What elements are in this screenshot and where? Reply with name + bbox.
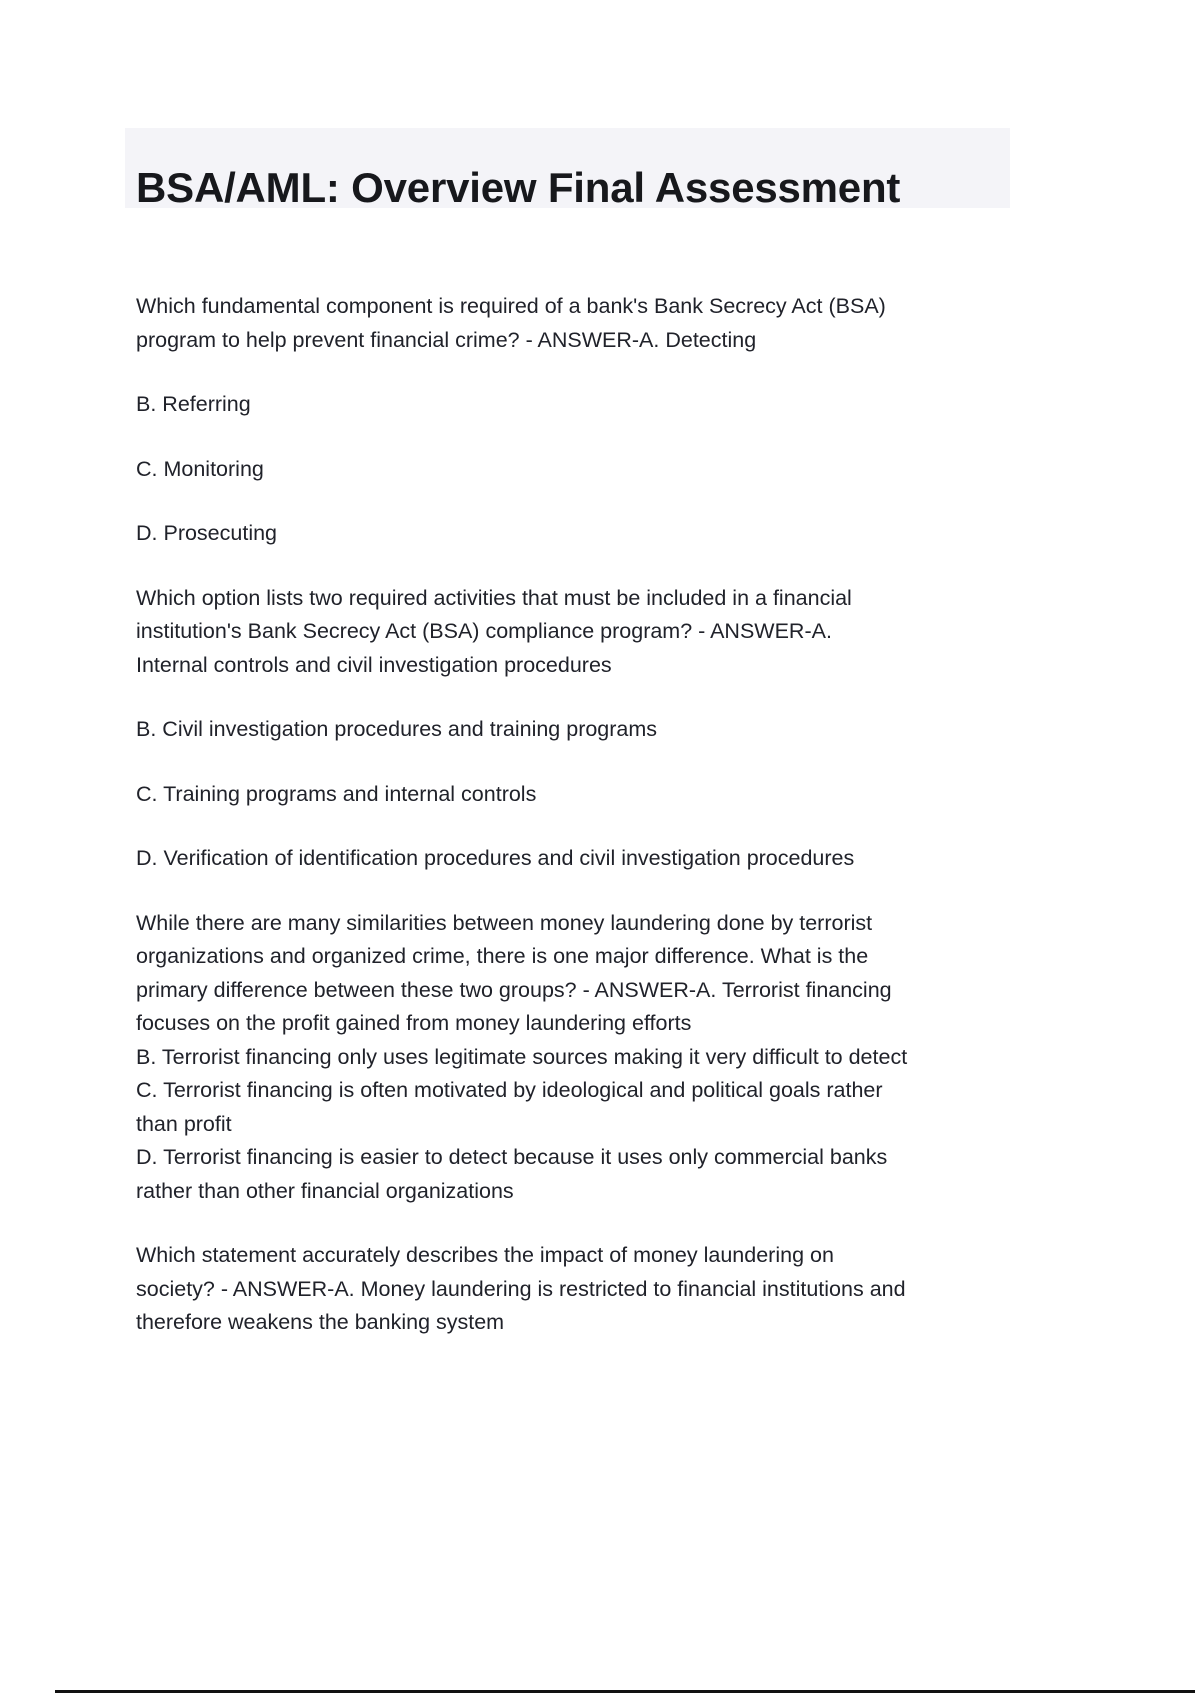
question-stem [136,1239,1136,1340]
text-line: institution's Bank Secrecy Act (BSA) compliance program? - ANSWER-A. [136,619,832,643]
text-line: focuses on the profit gained from money laundering efforts [136,1011,692,1035]
text-line: rather than other financial organizations [136,1178,514,1203]
text-line: C. Terrorist financing is often motivated by ideological and political goals rather [136,1078,883,1102]
text-line: primary difference between these two groups? - ANSWER-A. Terrorist financing [136,977,892,1002]
question-stem [136,907,1136,1209]
footer-divider [55,1690,1195,1693]
text-line: B. Terrorist financing only uses legitimate sources making it very difficult to detect [136,1044,908,1069]
answer-option [136,842,1136,876]
answer-option [136,388,1026,422]
text-line: therefore weakens the banking system [136,1310,505,1334]
text-line: D. Prosecuting [136,521,278,545]
page-title: BSA/AML: Overview Final Assessment [136,164,901,212]
text-line: program to help prevent financial crime? - ANSWER-A. Detecting [136,327,757,352]
text-line: Which fundamental component is required of a bank's Bank Secrecy Act (BSA) [136,294,886,318]
text-line: B. Civil investigation procedures and training programs [136,717,658,741]
text-line: C. Monitoring [136,456,264,481]
answer-option [136,517,1026,551]
text-line: society? - ANSWER-A. Money laundering is restricted to financial institutions and [136,1276,906,1301]
question-stem [136,290,1026,357]
text-line: While there are many similarities between money laundering done by terrorist [136,910,873,935]
text-line: B. Referring [136,392,251,416]
question-stem [136,582,1026,683]
text-line: C. Training programs and internal controls [136,781,537,806]
text-line: than profit [136,1111,232,1136]
text-line: Which statement accurately describes the impact of money laundering on [136,1243,834,1267]
text-line: D. Verification of identification procedures and civil investigation procedures [136,846,855,870]
text-line: Internal controls and civil investigation procedures [136,652,612,677]
text-line: organizations and organized crime, there is one major difference. What is the [136,944,869,968]
answer-option [136,778,1026,812]
document-body [136,290,1026,1371]
text-line: Which option lists two required activities that must be included in a financial [136,585,852,610]
answer-option [136,713,1026,747]
text-line: D. Terrorist financing is easier to detect because it uses only commercial banks [136,1145,888,1169]
answer-option [136,453,1026,487]
